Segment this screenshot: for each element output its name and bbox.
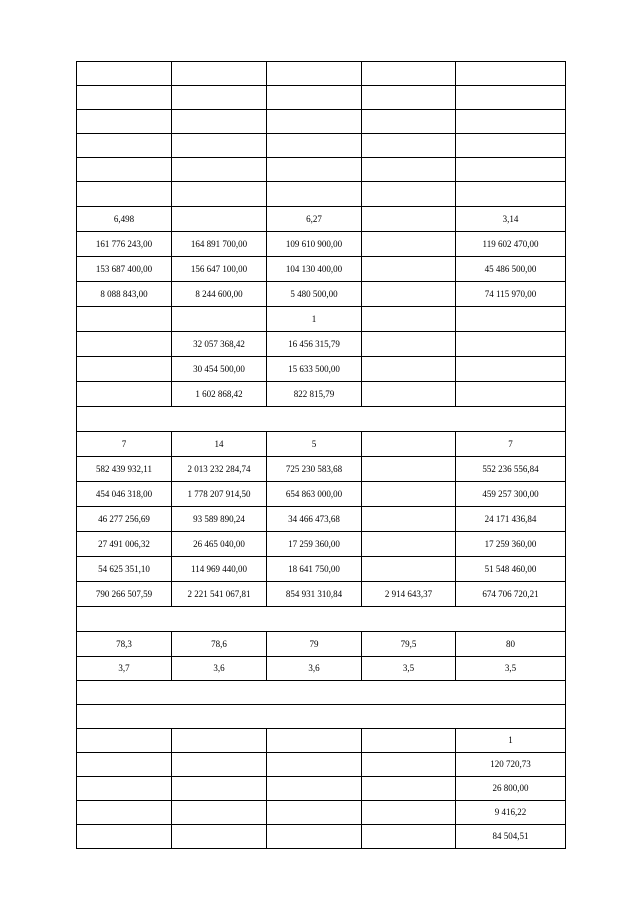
table-cell: 120 720,73	[456, 753, 566, 777]
table-cell	[362, 532, 456, 557]
table-cell: 109 610 900,00	[267, 232, 362, 257]
table-cell	[456, 382, 566, 407]
table-cell	[362, 382, 456, 407]
table-row	[77, 753, 566, 777]
table-cell	[362, 432, 456, 457]
table-cell: 46 277 256,69	[77, 507, 172, 532]
table-row	[77, 532, 566, 557]
table-row	[77, 110, 566, 134]
table-cell: 2 914 643,37	[362, 582, 456, 607]
table-row	[77, 681, 566, 705]
table-cell: 24 171 436,84	[456, 507, 566, 532]
table-merged-cell	[77, 607, 566, 632]
table-cell	[172, 158, 267, 182]
table-cell: 26 465 040,00	[172, 532, 267, 557]
table-cell: 3,6	[267, 657, 362, 681]
table-cell	[77, 182, 172, 207]
table-cell	[77, 729, 172, 753]
table-cell	[172, 729, 267, 753]
table-row	[77, 382, 566, 407]
table-cell: 16 456 315,79	[267, 332, 362, 357]
table-cell: 104 130 400,00	[267, 257, 362, 282]
table-cell: 34 466 473,68	[267, 507, 362, 532]
table-cell	[172, 182, 267, 207]
table-row	[77, 729, 566, 753]
table-cell: 2 221 541 067,81	[172, 582, 267, 607]
table-row	[77, 332, 566, 357]
table-cell: 3,6	[172, 657, 267, 681]
table-cell	[362, 357, 456, 382]
table-cell	[456, 182, 566, 207]
table-cell	[267, 753, 362, 777]
data-table	[76, 61, 566, 849]
table-row	[77, 207, 566, 232]
table-cell	[172, 134, 267, 158]
table-row	[77, 482, 566, 507]
table-cell: 93 589 890,24	[172, 507, 267, 532]
table-cell	[456, 158, 566, 182]
table-cell	[267, 62, 362, 86]
table-cell	[172, 777, 267, 801]
table-cell	[172, 110, 267, 134]
table-row	[77, 607, 566, 632]
table-cell: 5	[267, 432, 362, 457]
table-cell	[362, 307, 456, 332]
table-row	[77, 62, 566, 86]
table-cell: 54 625 351,10	[77, 557, 172, 582]
table-cell: 3,14	[456, 207, 566, 232]
table-cell	[172, 825, 267, 849]
table-cell: 1 602 868,42	[172, 382, 267, 407]
table-cell: 3,7	[77, 657, 172, 681]
table-cell: 674 706 720,21	[456, 582, 566, 607]
table-cell	[267, 801, 362, 825]
table-row	[77, 705, 566, 729]
table-cell	[267, 182, 362, 207]
table-cell: 27 491 006,32	[77, 532, 172, 557]
table-cell	[77, 357, 172, 382]
table-row	[77, 407, 566, 432]
table-cell: 654 863 000,00	[267, 482, 362, 507]
table-cell	[456, 62, 566, 86]
table-cell: 8 244 600,00	[172, 282, 267, 307]
table-merged-cell	[77, 681, 566, 705]
table-cell: 79	[267, 632, 362, 657]
table-cell	[362, 825, 456, 849]
table-cell: 119 602 470,00	[456, 232, 566, 257]
table-cell	[77, 110, 172, 134]
table-cell: 32 057 368,42	[172, 332, 267, 357]
table-cell	[362, 282, 456, 307]
table-cell	[362, 134, 456, 158]
table-row	[77, 777, 566, 801]
table-cell: 822 815,79	[267, 382, 362, 407]
table-cell	[362, 753, 456, 777]
table-cell: 161 776 243,00	[77, 232, 172, 257]
table-cell: 790 266 507,59	[77, 582, 172, 607]
table-cell: 114 969 440,00	[172, 557, 267, 582]
table-cell	[456, 86, 566, 110]
table-row	[77, 257, 566, 282]
table-cell: 5 480 500,00	[267, 282, 362, 307]
table-cell	[267, 158, 362, 182]
table-cell	[362, 482, 456, 507]
table-cell: 79,5	[362, 632, 456, 657]
table-cell	[362, 457, 456, 482]
table-row	[77, 86, 566, 110]
table-cell	[456, 134, 566, 158]
table-cell	[267, 825, 362, 849]
table-cell	[267, 86, 362, 110]
table-cell: 3,5	[362, 657, 456, 681]
table-cell: 725 230 583,68	[267, 457, 362, 482]
table-cell: 45 486 500,00	[456, 257, 566, 282]
table-cell	[77, 158, 172, 182]
table-cell: 18 641 750,00	[267, 557, 362, 582]
table-cell: 854 931 310,84	[267, 582, 362, 607]
table-cell: 74 115 970,00	[456, 282, 566, 307]
table-row	[77, 357, 566, 382]
table-cell: 552 236 556,84	[456, 457, 566, 482]
table-cell: 17 259 360,00	[267, 532, 362, 557]
table-row	[77, 825, 566, 849]
table-cell	[362, 182, 456, 207]
table-cell: 14	[172, 432, 267, 457]
table-row	[77, 282, 566, 307]
table-cell	[172, 207, 267, 232]
table-cell	[456, 307, 566, 332]
table-row	[77, 657, 566, 681]
table-cell	[172, 86, 267, 110]
table-cell: 7	[77, 432, 172, 457]
table-row	[77, 134, 566, 158]
table-cell: 1	[267, 307, 362, 332]
table-cell: 15 633 500,00	[267, 357, 362, 382]
table-cell: 459 257 300,00	[456, 482, 566, 507]
table-cell	[362, 110, 456, 134]
table-cell	[77, 777, 172, 801]
table-cell	[456, 357, 566, 382]
table-cell: 51 548 460,00	[456, 557, 566, 582]
table-cell: 26 800,00	[456, 777, 566, 801]
table-cell: 454 046 318,00	[77, 482, 172, 507]
table-row	[77, 432, 566, 457]
table-cell	[362, 86, 456, 110]
table-cell	[362, 257, 456, 282]
table-cell	[172, 753, 267, 777]
table-cell: 78,3	[77, 632, 172, 657]
table-cell: 6,498	[77, 207, 172, 232]
table-cell: 582 439 932,11	[77, 457, 172, 482]
table-cell	[77, 753, 172, 777]
table-cell	[362, 557, 456, 582]
table-cell	[362, 158, 456, 182]
table-cell: 17 259 360,00	[456, 532, 566, 557]
table-cell: 30 454 500,00	[172, 357, 267, 382]
table-cell	[362, 332, 456, 357]
table-cell	[362, 507, 456, 532]
table-cell	[77, 134, 172, 158]
table-cell: 153 687 400,00	[77, 257, 172, 282]
table-cell	[77, 332, 172, 357]
table-cell: 84 504,51	[456, 825, 566, 849]
table-cell	[267, 134, 362, 158]
table-cell: 80	[456, 632, 566, 657]
table-cell	[77, 307, 172, 332]
table-merged-cell	[77, 407, 566, 432]
table-cell	[172, 801, 267, 825]
table-cell: 9 416,22	[456, 801, 566, 825]
table-cell	[267, 777, 362, 801]
table-cell	[362, 777, 456, 801]
table-cell	[77, 382, 172, 407]
table-cell	[362, 207, 456, 232]
table-cell	[77, 86, 172, 110]
table-cell: 7	[456, 432, 566, 457]
table-cell	[362, 62, 456, 86]
table-cell	[77, 62, 172, 86]
table-cell: 164 891 700,00	[172, 232, 267, 257]
table-cell	[362, 232, 456, 257]
table-cell: 1 778 207 914,50	[172, 482, 267, 507]
table-cell: 6,27	[267, 207, 362, 232]
table-cell: 3,5	[456, 657, 566, 681]
table-row	[77, 557, 566, 582]
table-cell	[362, 801, 456, 825]
table-cell	[267, 110, 362, 134]
table-cell	[77, 825, 172, 849]
table-cell	[362, 729, 456, 753]
table-cell	[77, 801, 172, 825]
table-cell	[172, 307, 267, 332]
table-cell: 156 647 100,00	[172, 257, 267, 282]
table-row	[77, 801, 566, 825]
table-row	[77, 457, 566, 482]
table-body	[77, 62, 566, 849]
table-row	[77, 632, 566, 657]
table-cell: 1	[456, 729, 566, 753]
table-cell	[456, 110, 566, 134]
table-cell	[172, 62, 267, 86]
table-cell: 2 013 232 284,74	[172, 457, 267, 482]
table-cell	[267, 729, 362, 753]
table-row	[77, 582, 566, 607]
table-cell: 78,6	[172, 632, 267, 657]
table-cell: 8 088 843,00	[77, 282, 172, 307]
table-row	[77, 182, 566, 207]
table-row	[77, 232, 566, 257]
table-row	[77, 507, 566, 532]
table-cell	[456, 332, 566, 357]
table-row	[77, 158, 566, 182]
table-row	[77, 307, 566, 332]
table-merged-cell	[77, 705, 566, 729]
